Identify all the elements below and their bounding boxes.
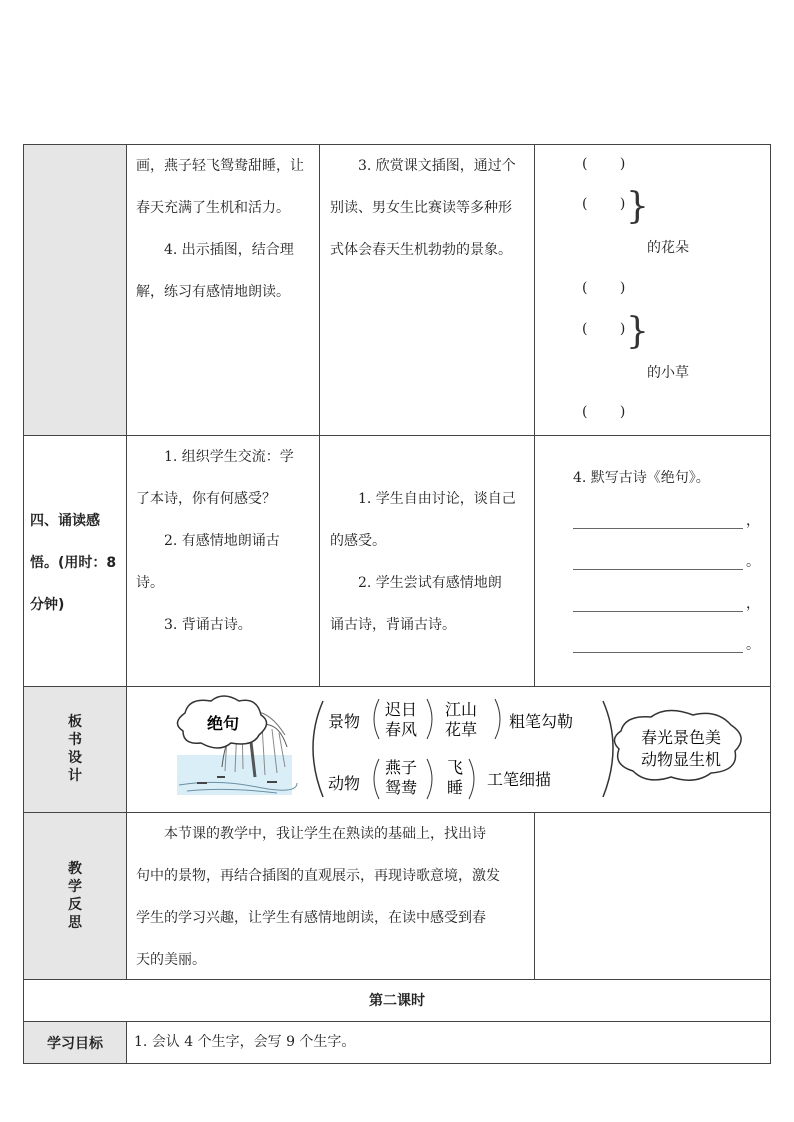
board-word: 鸳鸯 [385, 778, 418, 797]
text-line: 2. 有感情地朗诵古 [164, 533, 280, 549]
board-word: 春风 [385, 720, 418, 739]
animal-label: 动物 [328, 774, 361, 793]
text-line: 天的美丽。 [136, 952, 206, 968]
board-word: 花草 [445, 720, 478, 739]
brace-icon: } [626, 186, 649, 227]
text-line: 式体会春天生机勃勃的景象。 [330, 242, 512, 258]
table-border [126, 1021, 127, 1063]
row4-teacher-activities [136, 436, 316, 646]
scenery-note: 粗笔勾勒 [509, 712, 574, 731]
text-line: 本节课的教学中，我让学生在熟读的基础上，找出诗 [164, 826, 486, 842]
answer-blank[interactable]: ( ) [582, 321, 640, 337]
row4-student-activities [330, 478, 530, 646]
label-char: 计 [68, 768, 82, 784]
reflection-text [136, 813, 532, 981]
text-line: 解，练习有感情地朗读。 [136, 284, 290, 300]
board-word: 睡 [447, 778, 464, 797]
text-line: 春天充满了生机和活力。 [136, 200, 290, 216]
text-line: 诗。 [136, 575, 164, 591]
label-line: 四、诵读感 [30, 513, 100, 529]
small-bracket [374, 759, 379, 799]
board-word: 飞 [447, 758, 464, 777]
board-word: 迟日 [385, 700, 418, 719]
text-line: 了本诗，你有何感受？ [136, 491, 276, 507]
dictation-task: 4. 默写古诗《绝句》。 [573, 470, 710, 486]
scenery-label: 景物 [328, 712, 361, 731]
text-line: 的感受。 [330, 533, 386, 549]
goal-label: 学习目标 [47, 1036, 103, 1052]
label-char: 学 [68, 879, 82, 895]
table-border [534, 144, 535, 686]
answer-blank[interactable]: ( ) [582, 196, 640, 212]
answer-blank[interactable]: ( ) [582, 280, 640, 296]
summary-line: 动物显生机 [640, 750, 722, 769]
punctuation: ， [746, 596, 760, 612]
label-cell-cont [24, 144, 126, 435]
label-char: 板 [68, 714, 82, 730]
text-line: 3. 欣赏课文插图，通过个 [358, 158, 516, 174]
board-label [65, 713, 85, 785]
table-border [534, 812, 535, 979]
flower-label: 的花朵 [647, 240, 689, 256]
text-line: 1. 学生自由讨论，谈自己 [358, 491, 516, 507]
cont-teacher-activities [136, 145, 314, 313]
table-border [126, 144, 127, 979]
text-line: 画，燕子轻飞鸳鸯甜睡，让 [136, 158, 304, 174]
answer-line[interactable] [573, 510, 743, 529]
punctuation: ， [746, 513, 760, 529]
text-line: 别读、男女生比赛读等多种形 [330, 200, 512, 216]
punctuation: 。 [746, 637, 760, 653]
punctuation: 。 [746, 554, 760, 570]
small-bracket [469, 759, 474, 799]
text-line: 4. 出示插图，结合理 [164, 242, 294, 258]
label-line: 分钟) [30, 597, 65, 613]
left-bracket [313, 701, 323, 797]
row4-label [30, 500, 124, 626]
text-line: 句中的景物，再结合插图的直观展示，再现诗歌意境，激发 [136, 868, 500, 884]
label-char: 设 [68, 750, 82, 766]
board-word: 燕子 [385, 758, 418, 777]
cont-student-activities [330, 145, 530, 271]
answer-line[interactable] [573, 634, 743, 653]
brace-icon: } [626, 311, 649, 352]
board-title: 绝句 [206, 714, 240, 733]
board-word: 江山 [445, 700, 478, 719]
text-line: 诵古诗，背诵古诗。 [330, 617, 456, 633]
board-design [127, 687, 770, 811]
animal-note: 工笔细描 [487, 770, 552, 789]
right-bracket [603, 701, 613, 797]
answer-line[interactable] [573, 593, 743, 612]
section-title: 第二课时 [369, 993, 425, 1009]
grass-label: 的小草 [647, 365, 689, 381]
label-line: 悟。(用时：8 [30, 555, 117, 571]
label-char: 教 [68, 861, 82, 877]
label-char: 书 [68, 732, 82, 748]
text-line: 学生的学习兴趣，让学生有感情地朗读，在读中感受到春 [136, 910, 486, 926]
answer-blank[interactable]: ( ) [582, 404, 640, 420]
small-bracket [495, 699, 500, 739]
text-line: 2. 学生尝试有感情地朗 [358, 575, 502, 591]
text-line: 1. 组织学生交流：学 [164, 449, 294, 465]
table-border [23, 1063, 771, 1064]
table-border [770, 144, 771, 1064]
table-border [23, 144, 24, 1064]
summary-line: 春光景色美 [640, 728, 722, 747]
label-char: 反 [68, 897, 82, 913]
text-line: 3. 背诵古诗。 [164, 617, 252, 633]
small-bracket [427, 759, 432, 799]
answer-line[interactable] [573, 551, 743, 570]
goal-text: 1. 会认 4 个生字，会写 9 个生字。 [134, 1034, 356, 1050]
answer-blank[interactable]: ( ) [582, 156, 640, 172]
label-char: 思 [68, 915, 82, 931]
reflect-label [65, 860, 85, 932]
table-border [319, 144, 320, 686]
small-bracket [374, 699, 379, 739]
small-bracket [427, 699, 432, 739]
